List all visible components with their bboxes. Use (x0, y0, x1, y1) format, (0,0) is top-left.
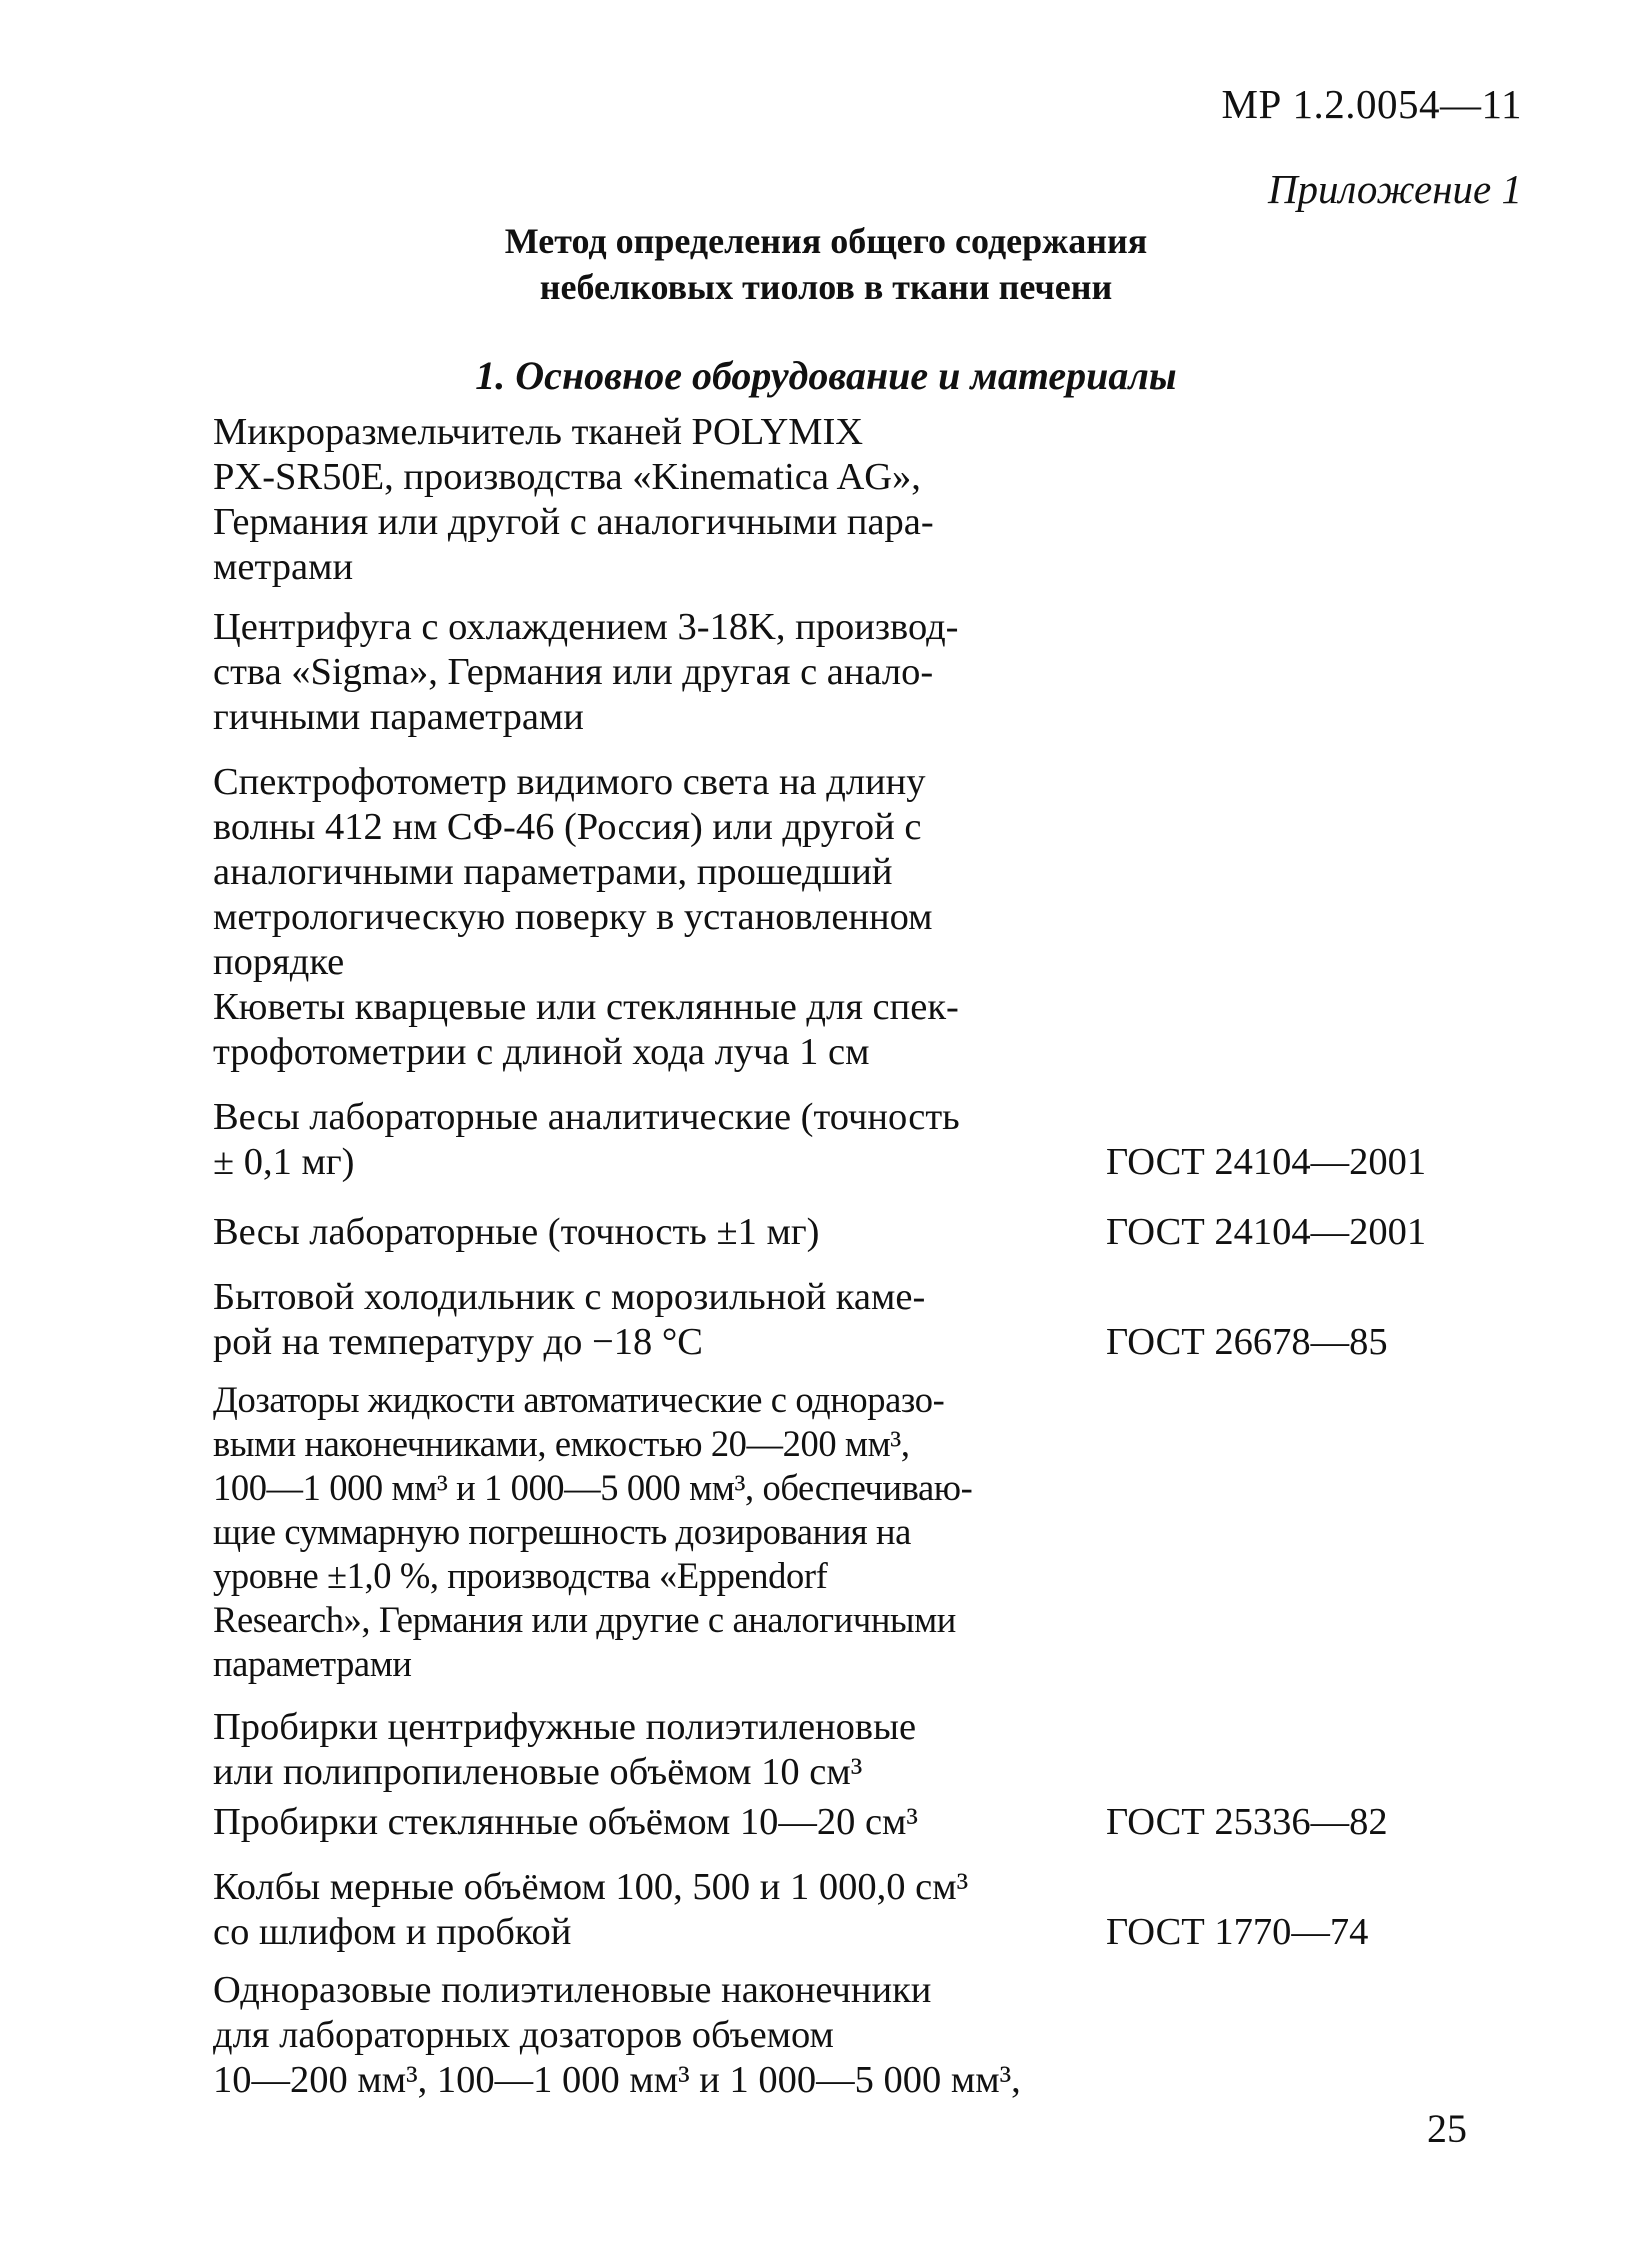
equipment-description (213, 1210, 819, 1255)
standard-reference: ГОСТ 1770—74 (1106, 1911, 1369, 1953)
document-code: МР 1.2.0054—11 (1221, 81, 1522, 127)
description-line: Спектрофотометр видимого света на длину (213, 761, 926, 803)
description-line: рой на температуру до −18 °С (213, 1321, 703, 1363)
description-line: Колбы мерные объёмом 100, 500 и 1 000,0 см³ (213, 1866, 969, 1908)
description-line: PX-SR50E, производства «Kinematica AG», (213, 456, 921, 498)
description-line: 10—200 мм³, 100—1 000 мм³ и 1 000—5 000 мм³, (213, 2059, 1021, 2101)
document-title (0, 218, 1652, 310)
standard-reference: ГОСТ 24104—2001 (1106, 1211, 1427, 1253)
equipment-description (213, 985, 959, 1075)
page-number: 25 (1427, 2106, 1467, 2151)
description-line: 100—1 000 мм³ и 1 000—5 000 мм³, обеспечиваю- (213, 1467, 973, 1508)
description-line: Дозаторы жидкости автоматические с одноразо- (213, 1379, 945, 1420)
equipment-description (213, 1800, 918, 1845)
description-line: Весы лабораторные (точность ±1 мг) (213, 1211, 820, 1253)
description-line: выми наконечниками, емкостью 20—200 мм³, (213, 1423, 910, 1464)
description-line: Микроразмельчитель тканей POLYMIX (213, 411, 864, 453)
description-line: Центрифуга с охлаждением 3-18K, производ- (213, 606, 959, 648)
description-line: ства «Sigma», Германия или другая с анало- (213, 651, 934, 693)
equipment-description (213, 1275, 925, 1365)
equipment-description (213, 605, 959, 740)
description-line: Германия или другой с аналогичными пара- (213, 501, 934, 543)
section-heading: 1. Основное оборудование и материалы (475, 353, 1177, 398)
description-line: аналогичными параметрами, прошедший (213, 851, 893, 893)
description-line: волны 412 нм СФ-46 (Россия) или другой с (213, 806, 922, 848)
description-line: метрами (213, 546, 354, 588)
equipment-description (213, 1378, 972, 1686)
equipment-description (213, 1705, 916, 1795)
standard-reference: ГОСТ 24104—2001 (1106, 1141, 1427, 1183)
description-line: гичными параметрами (213, 696, 584, 738)
description-line: Одноразовые полиэтиленовые наконечники (213, 1969, 932, 2011)
description-line: щие суммарную погрешность дозирования на (213, 1511, 911, 1552)
description-line: уровне ±1,0 %, производства «Eppendorf (213, 1555, 828, 1596)
description-line: трофотометрии с длиной хода луча 1 см (213, 1031, 870, 1073)
equipment-description (213, 1095, 960, 1185)
title-line-2: небелковых тиолов в ткани печени (539, 267, 1113, 307)
description-line: ± 0,1 мг) (213, 1141, 355, 1183)
description-line: метрологическую поверку в установленном (213, 896, 933, 938)
description-line: Кюветы кварцевые или стеклянные для спек- (213, 986, 959, 1028)
equipment-description (213, 1968, 1021, 2103)
description-line: Пробирки центрифужные полиэтиленовые (213, 1706, 917, 1748)
description-line: Весы лабораторные аналитические (точность (213, 1096, 960, 1138)
description-line: Пробирки стеклянные объёмом 10—20 см³ (213, 1801, 918, 1843)
description-line: порядке (213, 941, 345, 983)
standard-reference: ГОСТ 26678—85 (1106, 1321, 1388, 1363)
description-line: Research», Германия или другие с аналогичными (213, 1599, 956, 1640)
equipment-description (213, 1865, 968, 1955)
appendix-label: Приложение 1 (1267, 166, 1522, 212)
description-line: параметрами (213, 1643, 412, 1684)
equipment-description (213, 760, 933, 985)
description-line: или полипропиленовые объёмом 10 см³ (213, 1751, 863, 1793)
description-line: со шлифом и пробкой (213, 1911, 572, 1953)
equipment-description (213, 410, 934, 590)
standard-reference: ГОСТ 25336—82 (1106, 1801, 1388, 1843)
title-line-1: Метод определения общего содержания (504, 221, 1148, 261)
description-line: Бытовой холодильник с морозильной каме- (213, 1276, 926, 1318)
description-line: для лабораторных дозаторов объемом (213, 2014, 834, 2056)
